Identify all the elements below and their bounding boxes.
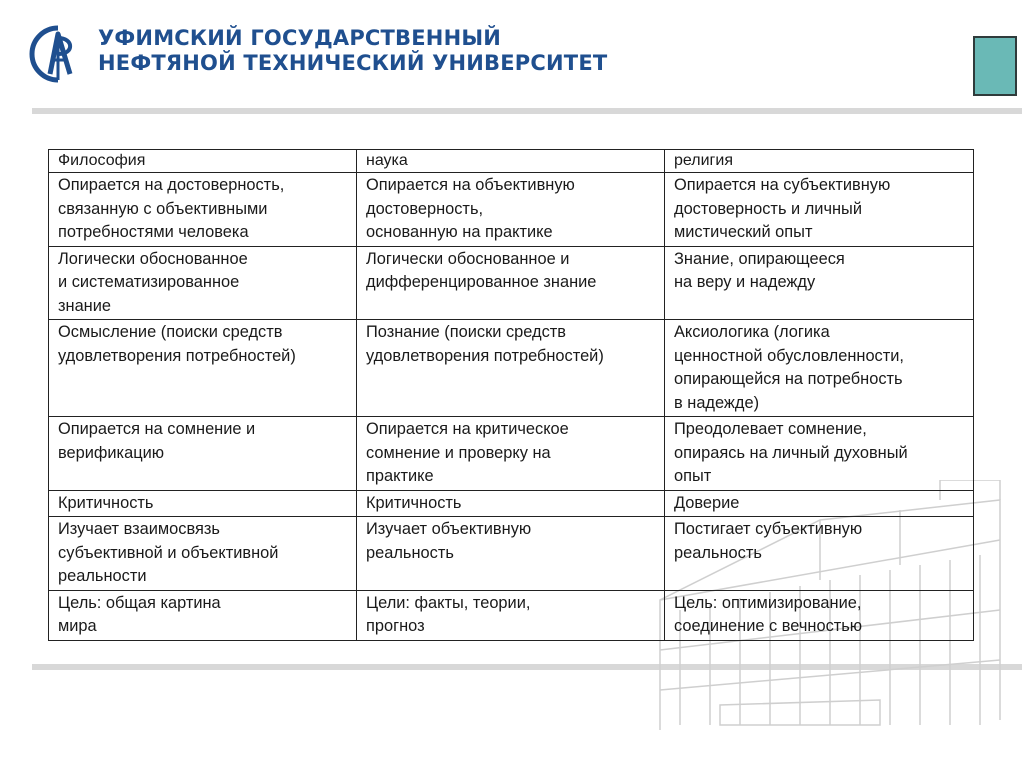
cell-text-line: Критичность <box>366 493 462 512</box>
table-row <box>49 320 974 417</box>
table-cell-science <box>357 417 665 491</box>
cell-text-line: Преодолевает сомнение, <box>674 420 867 438</box>
table-cell-philosophy <box>49 517 357 591</box>
cell-text-line: и систематизированное <box>58 273 240 291</box>
cell-text-line: Осмысление (поиски средств <box>58 323 283 341</box>
table-cell-religion <box>665 417 974 491</box>
table-row <box>49 173 974 247</box>
cell-text-line: достоверность, <box>366 199 484 218</box>
table-row <box>49 517 974 591</box>
cell-text-line: удовлетворения потребностей) <box>366 346 604 365</box>
table-cell-philosophy <box>49 417 357 491</box>
cell-text-line: мира <box>58 617 97 635</box>
table-cell-philosophy <box>49 320 357 417</box>
cell-text-line: дифференцированное знание <box>366 273 597 291</box>
cell-text-line: сомнение и проверку на <box>366 443 551 462</box>
cell-text-line: знание <box>58 296 112 315</box>
cell-text-line: Цели: факты, теории, <box>366 593 531 612</box>
cell-text-line: Опирается на объективную <box>366 176 575 194</box>
cell-text-line: Опирается на субъективную <box>674 176 891 194</box>
table-cell-philosophy <box>49 173 357 247</box>
table-cell-philosophy <box>49 590 357 640</box>
cell-text-line: потребностями человека <box>58 223 249 241</box>
cell-text-line: Опирается на достоверность, <box>58 176 285 194</box>
cell-text-line: прогноз <box>366 617 425 635</box>
table-cell-philosophy <box>49 490 357 517</box>
cell-text-line: опирающейся на потребность <box>674 370 903 388</box>
university-name <box>98 26 607 76</box>
cell-text-line: Логически обоснованное и <box>366 249 570 268</box>
cell-text-line: Критичность <box>58 493 154 512</box>
cell-text-line: соединение с вечностью <box>674 617 863 635</box>
cell-text-line: Познание (поиски средств <box>366 323 566 341</box>
table-header-row <box>49 150 974 173</box>
cell-text-line: опыт <box>674 467 712 485</box>
table-cell-science <box>357 320 665 417</box>
cell-text-line: в надежде) <box>674 393 760 412</box>
cell-text-line: Аксиологика (логика <box>674 323 830 341</box>
table-cell-science <box>357 590 665 640</box>
cell-text-line: Опирается на сомнение и <box>58 420 256 438</box>
cell-text-line: Изучает объективную <box>366 520 532 538</box>
university-name-line2: НЕФТЯНОЙ ТЕХНИЧЕСКИЙ УНИВЕРСИТЕТ <box>98 51 608 75</box>
cell-text-line: Доверие <box>674 493 740 512</box>
cell-text-line: реальность <box>674 543 762 562</box>
table-cell-religion <box>665 320 974 417</box>
cell-text-line: Логически обоснованное <box>58 249 248 268</box>
table-cell-science <box>357 173 665 247</box>
cell-text-line: Постигает субъективную <box>674 520 863 538</box>
university-logo <box>28 24 88 84</box>
table-cell-religion <box>665 590 974 640</box>
table-cell-philosophy <box>49 246 357 320</box>
accent-square <box>973 36 1017 96</box>
cell-text-line: достоверность и личный <box>674 199 862 218</box>
cell-text-line: ценностной обусловленности, <box>674 346 904 365</box>
table-cell-religion <box>665 173 974 247</box>
table-row <box>49 590 974 640</box>
cell-text-line: верификацию <box>58 443 165 462</box>
table-row <box>49 490 974 517</box>
top-divider <box>32 108 1022 114</box>
cell-text-line: удовлетворения потребностей) <box>58 346 296 365</box>
table-cell-religion <box>665 246 974 320</box>
cell-text-line: связанную с объективными <box>58 199 268 218</box>
table-cell-religion <box>665 490 974 517</box>
comparison-table <box>48 149 974 641</box>
cell-text-line: основанную на практике <box>366 223 553 241</box>
cell-text-line: Цель: общая картина <box>58 593 221 612</box>
cell-text-line: Знание, опирающееся <box>674 249 845 268</box>
university-name-line1: УФИМСКИЙ ГОСУДАРСТВЕННЫЙ <box>98 26 502 50</box>
table-cell-science <box>357 517 665 591</box>
column-header-religion: религия <box>665 150 974 173</box>
cell-text-line: реальности <box>58 567 147 585</box>
cell-text-line: опираясь на личный духовный <box>674 443 908 462</box>
table-row <box>49 417 974 491</box>
table-cell-science <box>357 246 665 320</box>
column-header-philosophy: Философия <box>49 150 357 173</box>
table-cell-religion <box>665 517 974 591</box>
table-cell-science <box>357 490 665 517</box>
cell-text-line: практике <box>366 467 434 485</box>
cell-text-line: субъективной и объективной <box>58 543 279 562</box>
cell-text-line: Изучает взаимосвязь <box>58 520 220 538</box>
column-header-science: наука <box>357 150 665 173</box>
cell-text-line: реальность <box>366 543 454 562</box>
cell-text-line: мистический опыт <box>674 223 813 241</box>
cell-text-line: Цель: оптимизирование, <box>674 593 862 612</box>
cell-text-line: Опирается на критическое <box>366 420 569 438</box>
table-row <box>49 246 974 320</box>
cell-text-line: на веру и надежду <box>674 273 816 291</box>
